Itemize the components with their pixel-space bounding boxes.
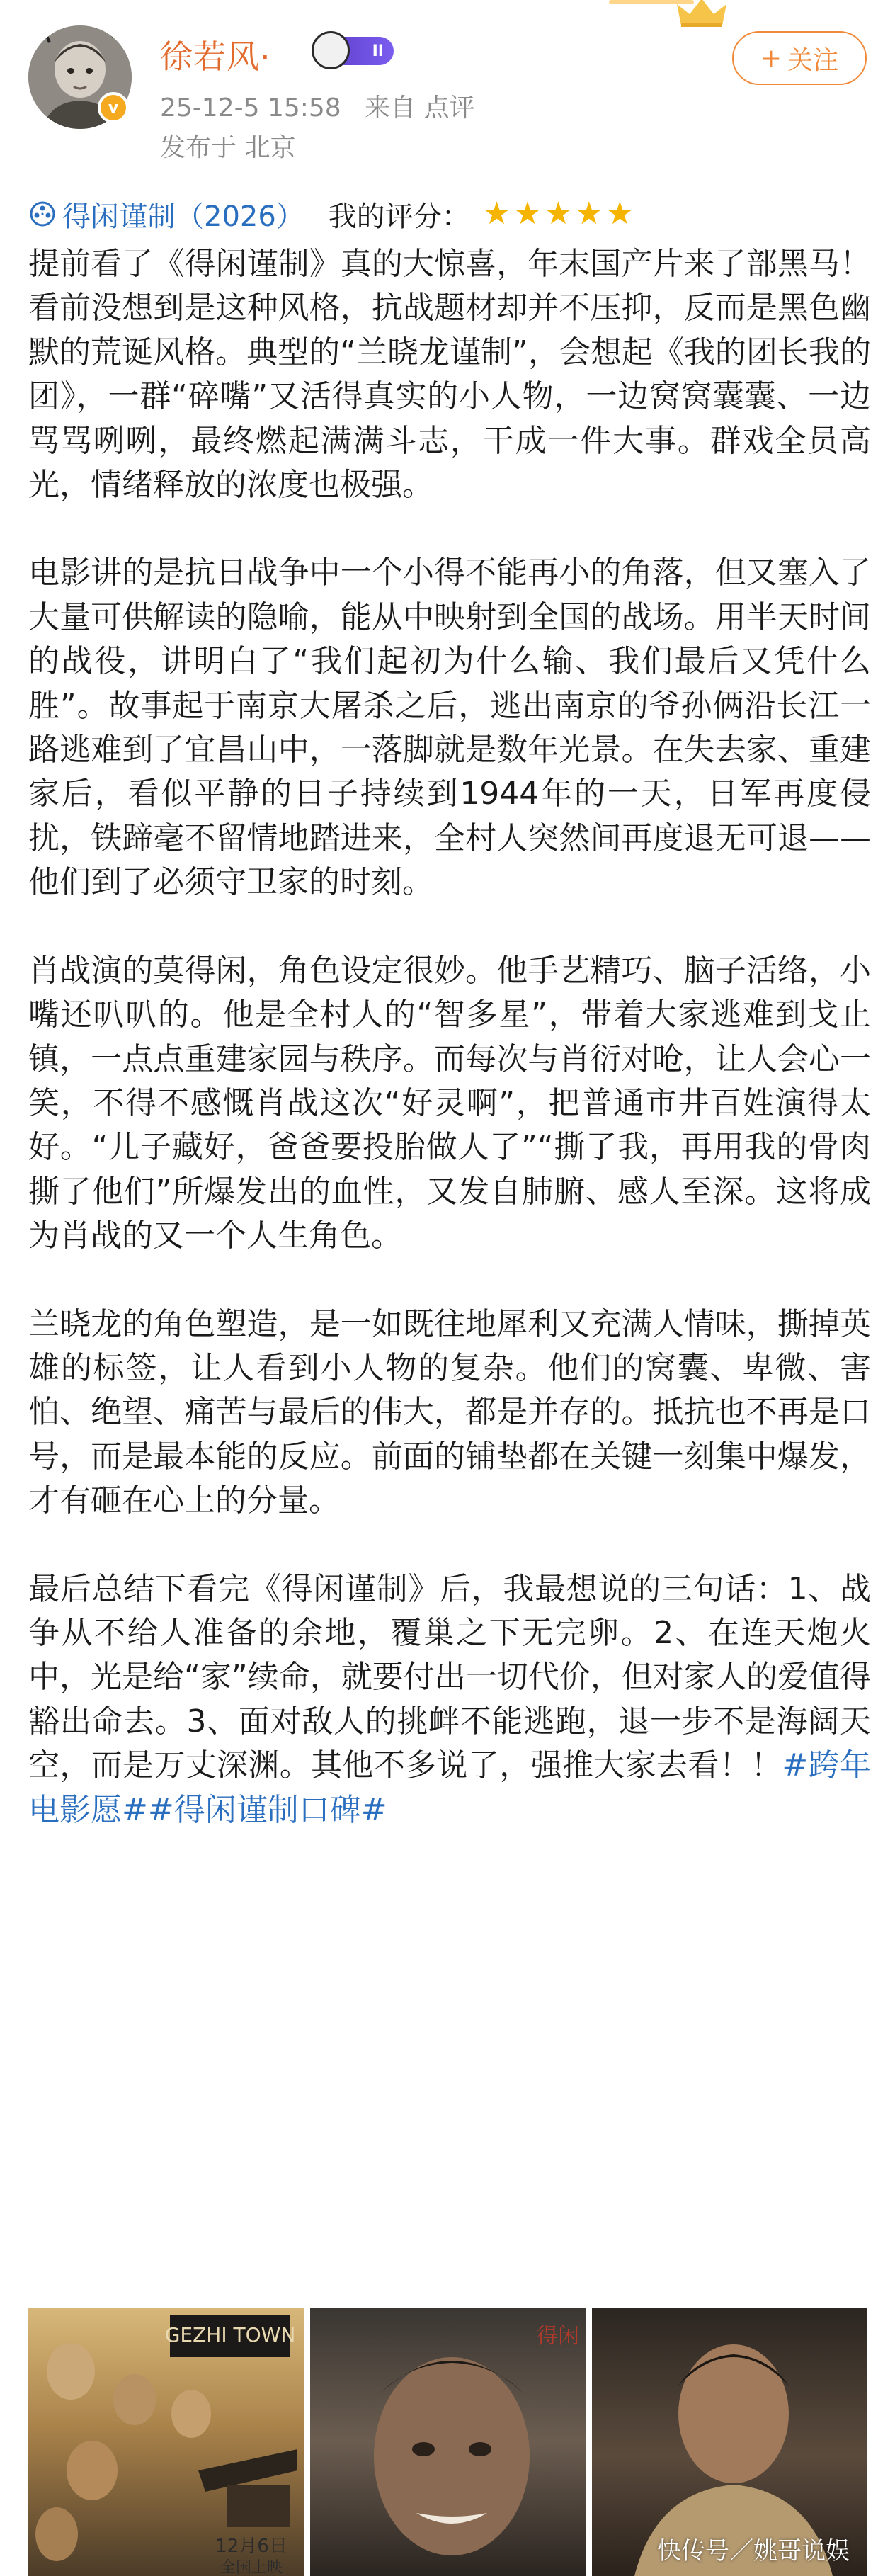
post-timestamp: 25-12-5 15:58 [160,93,341,123]
follow-label: 关注 [787,45,839,75]
star-icon: ★ [513,195,542,232]
image-poster[interactable] [28,2308,304,2576]
plus-icon: + [760,43,782,73]
paragraph-5-text: 最后总结下看完《得闲谨制》后，我最想说的三句话：1、战争从不给人准备的余地，覆巢之下无完卵。2、在连天炮火中，光是给“家”续命，就要付出一切代价，但对家人的爱值得豁出命去。3、面对敌人的挑衅不能逃跑，退一步不是海阔天空，而是万丈深渊。其他不多说了，强推大家去看！！ [28,1570,871,1784]
image-still-portrait[interactable] [592,2308,867,2576]
star-icon: ★ [482,195,511,232]
star-icon: ★ [575,195,603,232]
post-header [0,0,895,184]
post-source: 来自 点评 [365,93,475,123]
post-meta [160,88,491,124]
poster-title: GEZHI TOWN [164,2323,296,2347]
movie-link[interactable] [28,194,304,234]
post-content [28,242,871,1832]
user-level-badge [314,37,394,65]
image-still-face[interactable] [310,2308,586,2576]
hashtag-links[interactable]: #跨年电影愿##得闲谨制口碑# [28,1747,871,1828]
star-icon: ★ [544,195,573,232]
rating-row [28,193,634,235]
rating-stars [482,195,634,232]
still-face-illustration [310,2308,586,2576]
still-caption: 得闲 [537,2324,579,2349]
paragraph-2: 电影讲的是抗日战争中一个小得不能再小的角落，但又塞入了大量可供解读的隐喻，能从中映射到全国的战场。用半天时间的战役，讲明白了“我们起初为什么输、我们最后又凭什么胜”。故事起于南京大屠杀之后，逃出南京的爷孙俩沿长江一路逃难到了宜昌山中，一落脚就是数年光景。在失去家、重建家后，看似平静的日子持续到1944年的一天，日军再度侵扰，铁蹄毫不留情地踏进来，全村人突然间再度退无可退——他们到了必须守卫家的时刻。 [28,555,871,901]
poster-illustration [28,2308,304,2576]
paragraph-1: 提前看了《得闲谨制》真的大惊喜，年末国产片来了部黑马！看前没想到是这种风格，抗战题材却并不压抑，反而是黑色幽默的荒诞风格。典型的“兰晓龙谨制”，会想起《我的团长我的团》，一群“碎嘴”又活得真实的小人物，一边窝窝囊囊、一边骂骂咧咧，最终燃起满满斗志，干成一件大事。群戏全员高光，情绪释放的浓度也极强。 [28,246,871,504]
verified-badge-icon: v [98,92,129,123]
level-text: II [372,42,384,60]
astronaut-icon [312,31,350,69]
crown-icon [674,0,729,28]
movie-title: 得闲谨制（2026） [62,200,304,233]
author-name[interactable]: 徐若风· [160,38,271,76]
film-reel-icon [28,200,57,228]
post-location: 发布于 北京 [160,133,296,162]
star-icon: ★ [605,195,634,232]
rating-label: 我的评分： [328,200,470,233]
follow-button[interactable] [732,31,867,85]
paragraph-4: 兰晓龙的角色塑造，是一如既往地犀利又充满人情味，撕掉英雄的标签，让人看到小人物的复杂。他们的窝囊、卑微、害怕、绝望、痛苦与最后的伟大，都是并存的。抵抗也不再是口号，而是最本能的反应。前面的铺垫都在关键一刻集中爆发，才有砸在心上的分量。 [28,1305,871,1519]
image-grid [28,2308,867,2576]
watermark: 快传号／姚哥说娱 [657,2537,850,2565]
poster-note: 全国上映 [220,2559,283,2576]
poster-date: 12月6日 [215,2536,287,2557]
paragraph-3: 肖战演的莫得闲，角色设定很妙。他手艺精巧、脑子活络，小嘴还叭叭的。他是全村人的“智多星”，带着大家逃难到戈止镇，一点点重建家园与秩序。而每次与肖衍对呛，让人会心一笑，不得不感慨肖战这次“好灵啊”，把普通市井百姓演得太好。“儿子藏好，爸爸要投胎做人了”“撕了我，再用我的骨肉撕了他们”所爆发出的血性，又发自肺腑、感人至深。这将成为肖战的又一个人生角色。 [28,952,871,1254]
paragraph-5 [28,1567,871,1832]
